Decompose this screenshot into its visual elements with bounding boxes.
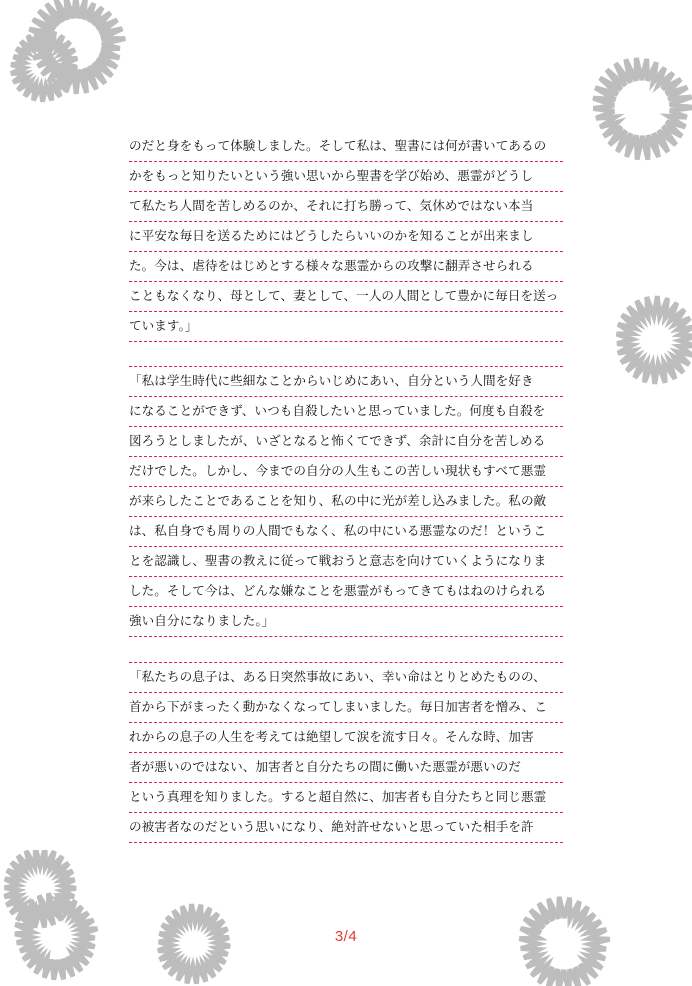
text-line: に平安な毎日を送るためにはどうしたらいいのかを知ることが出来まし — [129, 222, 563, 252]
starburst-ornament-top-right — [582, 52, 692, 170]
text-line: した。そして今は、どんな嫌なことを悪霊がもってきてもはねのけられる — [129, 577, 563, 607]
text-line: て私たち人間を苦しめるのか、それに打ち勝って、気休めではない本当 — [129, 192, 563, 222]
starburst-icon — [617, 296, 692, 384]
text-line: 「私は学生時代に些細なことからいじめにあい、自分という人間を好き — [129, 367, 563, 397]
text-line: の被害者なのだという思いになり、絶対許せないと思っていた相手を許 — [129, 813, 563, 843]
paragraph-2 — [129, 366, 563, 637]
text-line: になることができず、いつも自殺したいと思っていました。何度も自殺を — [129, 397, 563, 427]
starburst-ornament-bottom-left — [0, 850, 140, 986]
starburst-icon — [593, 58, 692, 160]
text-line: だけでした。しかし、今までの自分の人生もこの苦しい現状もすべて悪霊 — [129, 457, 563, 487]
starburst-ornament-top-left — [4, 0, 154, 112]
text-line: は、私自身でも周りの人間でもなく、私の中にいる悪霊なのだ！というこ — [129, 517, 563, 547]
text-line: のだと身をもって体験しました。そして私は、聖書には何が書いてあるの — [129, 132, 563, 162]
text-line: 強い自分になりました。」 — [129, 607, 563, 637]
page-number: 3/4 — [334, 928, 358, 945]
text-line: とを認識し、聖書の教えに従って戦おうと意志を向けていくようになりま — [129, 547, 563, 577]
text-line: 者が悪いのではない、加害者と自分たちの間に働いた悪霊が悪いのだ — [129, 753, 563, 783]
paragraph-1 — [129, 132, 563, 342]
text-line: が来らしたことであることを知り、私の中に光が差し込みました。私の敵 — [129, 487, 563, 517]
text-line: こともなくなり、母として、妻として、一人の人間として豊かに毎日を送っ — [129, 282, 563, 312]
text-line: かをもっと知りたいという強い思いから聖書を学び始め、悪霊がどうし — [129, 162, 563, 192]
paragraph-3 — [129, 662, 563, 843]
text-line: 「私たちの息子は、ある日突然事故にあい、幸い命はとりとめたものの、 — [129, 663, 563, 693]
text-line: た。今は、虐待をはじめとする様々な悪霊からの攻撃に翻弄させられる — [129, 252, 563, 282]
text-line: 図ろうとしましたが、いざとなると怖くてできず、余計に自分を苦しめる — [129, 427, 563, 457]
text-line: という真理を知りました。すると超自然に、加害者も自分たちと同じ悪霊 — [129, 783, 563, 813]
text-line: れからの息子の人生を考えては絶望して涙を流す日々。そんな時、加害 — [129, 723, 563, 753]
text-line: ています。」 — [129, 312, 563, 342]
starburst-ornament-right-middle — [606, 294, 692, 390]
text-line: 首から下がまったく動かなくなってしまいました。毎日加害者を憎み、こ — [129, 693, 563, 723]
